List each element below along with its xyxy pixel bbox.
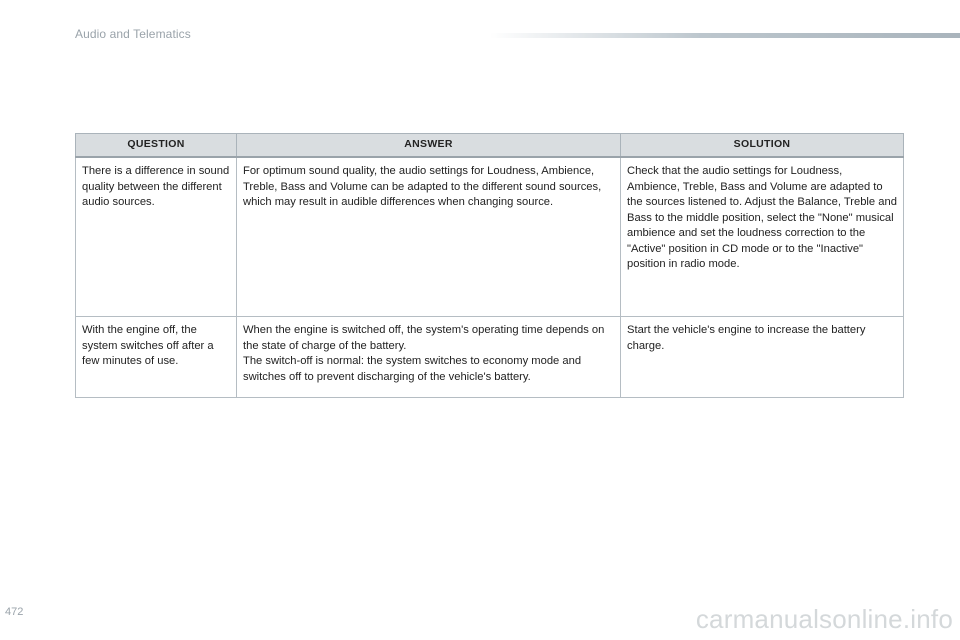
answer-text: The switch-off is normal: the system switches to economy mode and switches off to prevent discharging of the vehicle's battery. [243, 355, 582, 383]
column-header-question: QUESTION [76, 134, 237, 158]
table-row [76, 317, 904, 398]
question-cell [76, 157, 237, 317]
column-header-answer: ANSWER [237, 134, 621, 158]
solution-cell [621, 157, 904, 317]
section-title: Audio and Telematics [75, 27, 191, 41]
question-text: There is a difference in sound quality between the different audio sources. [82, 165, 230, 208]
answer-text: When the engine is switched off, the system's operating time depends on the state of charge of the battery. [243, 324, 605, 352]
answer-cell [237, 317, 621, 398]
column-header-solution: SOLUTION [621, 134, 904, 158]
solution-text: Start the vehicle's engine to increase the battery charge. [627, 324, 866, 352]
header-rule [490, 33, 960, 38]
question-cell [76, 317, 237, 398]
page-number: 472 [5, 606, 24, 618]
faq-table [75, 133, 904, 398]
answer-cell [237, 157, 621, 317]
answer-text: For optimum sound quality, the audio settings for Loudness, Ambience, Treble, Bass and Volume can be adapted to the different sound sources, which may result in audible differences when changing source. [243, 165, 602, 208]
watermark-text: carmanualsonline.info [695, 604, 953, 634]
table-row [76, 157, 904, 317]
question-text: With the engine off, the system switches off after a few minutes of use. [82, 324, 214, 367]
solution-cell [621, 317, 904, 398]
table-header-row [76, 134, 904, 158]
solution-text: Check that the audio settings for Loudness, Ambience, Treble, Bass and Volume are adapted to the sources listened to. Adjust the Balance, Treble and Bass to the middle position, select the "None" musical ambience and set the loudness correction to the "Active" position in CD mode or to the "Inactive" position in radio mode. [627, 165, 897, 270]
